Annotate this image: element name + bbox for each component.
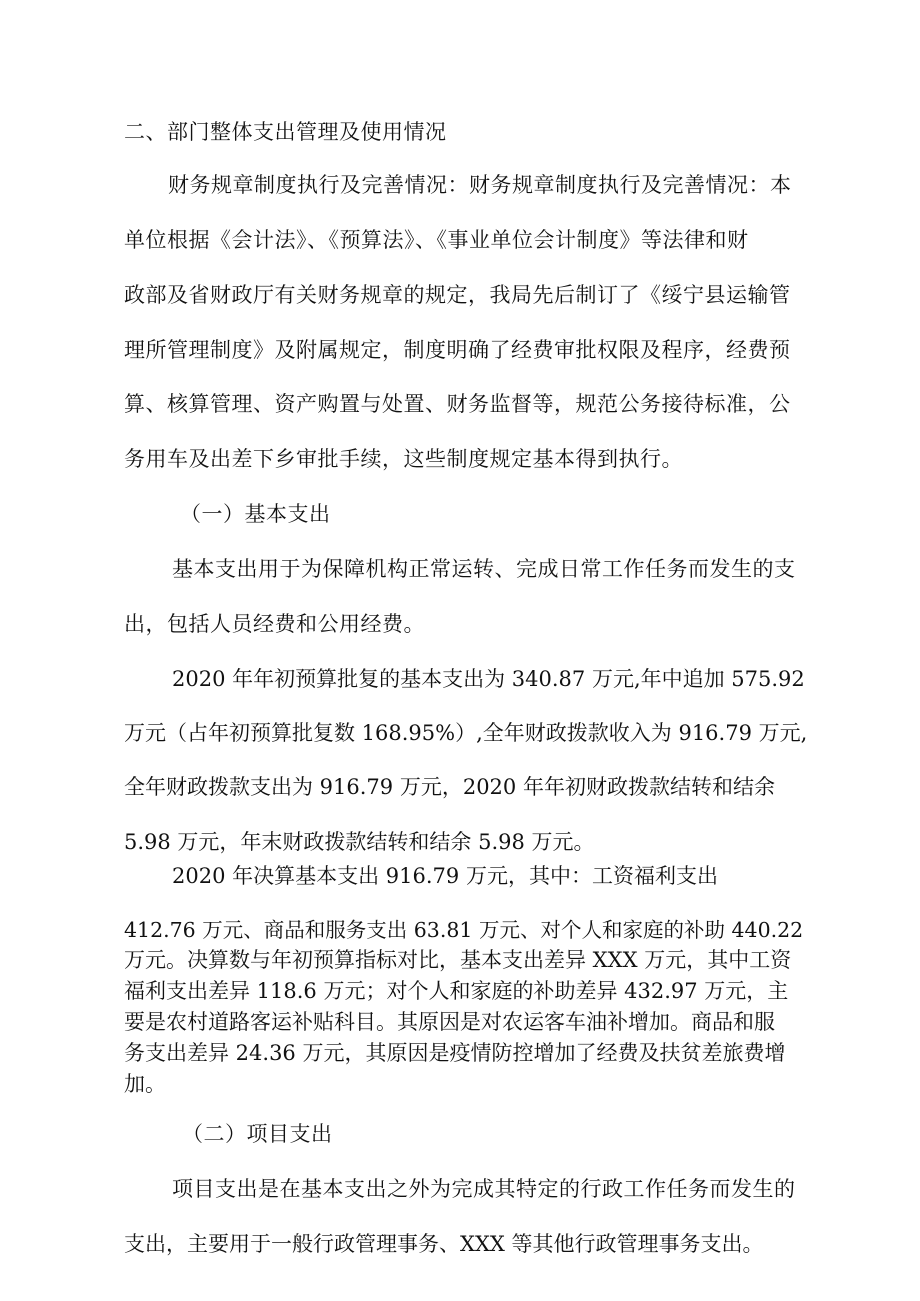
section-heading: 二、部门整体支出管理及使用情况	[124, 120, 447, 144]
paragraph-line: 理所管理制度》及附属规定，制度明确了经费审批权限及程序，经费预	[124, 338, 791, 362]
paragraph-line: 务用车及出差下乡审批手续，这些制度规定基本得到执行。	[124, 447, 683, 471]
paragraph-line: 全年财政拨款支出为 916.79 万元，2020 年年初财政拨款结转和结余	[124, 775, 775, 799]
paragraph-line: 出，包括人员经费和公用经费。	[124, 612, 425, 636]
paragraph-line: 基本支出用于为保障机构正常运转、完成日常工作任务而发生的支	[172, 557, 796, 581]
paragraph-line: 加。	[124, 1072, 166, 1096]
paragraph-line: 2020 年年初预算批复的基本支出为 340.87 万元,年中追加 575.92	[172, 667, 805, 691]
paragraph-line: 万元（占年初预算批复数 168.95%）,全年财政拨款收入为 916.79 万元,	[124, 721, 808, 745]
paragraph-line: 福利支出差异 118.6 万元；对个人和家庭的补助差异 432.97 万元，主	[124, 979, 789, 1003]
paragraph-line: 412.76 万元、商品和服务支出 63.81 万元、对个人和家庭的补助 440.22	[124, 918, 804, 942]
paragraph-line: 项目支出是在基本支出之外为完成其特定的行政工作任务而发生的	[172, 1177, 796, 1201]
paragraph-line: 务支出差异 24.36 万元，其原因是疫情防控增加了经费及扶贫差旅费增	[124, 1041, 786, 1065]
paragraph-line: 政部及省财政厅有关财务规章的规定，我局先后制订了《绥宁县运输管	[124, 283, 791, 307]
paragraph-line: 要是农村道路客运补贴科目。其原因是对农运客车油补增加。商品和服	[124, 1010, 775, 1034]
paragraph-line: 2020 年决算基本支出 916.79 万元，其中：工资福利支出	[172, 864, 718, 888]
paragraph-line: 5.98 万元，年末财政拨款结转和结余 5.98 万元。	[124, 830, 595, 854]
paragraph-line: 支出，主要用于一般行政管理事务、XXX 等其他行政管理事务支出。	[124, 1232, 764, 1256]
paragraph-line: 单位根据《会计法》、《预算法》、《事业单位会计制度》等法律和财	[124, 228, 749, 252]
subsection-title-basic: （一）基本支出	[180, 502, 331, 526]
subsection-title-project: （二）项目支出	[182, 1122, 333, 1146]
paragraph-line: 万元。决算数与年初预算指标对比，基本支出差异 XXX 万元，其中工资	[124, 948, 792, 972]
paragraph-line: 算、核算管理、资产购置与处置、财务监督等，规范公务接待标准，公	[124, 392, 791, 416]
paragraph-line: 财务规章制度执行及完善情况：财务规章制度执行及完善情况：本	[168, 173, 792, 197]
